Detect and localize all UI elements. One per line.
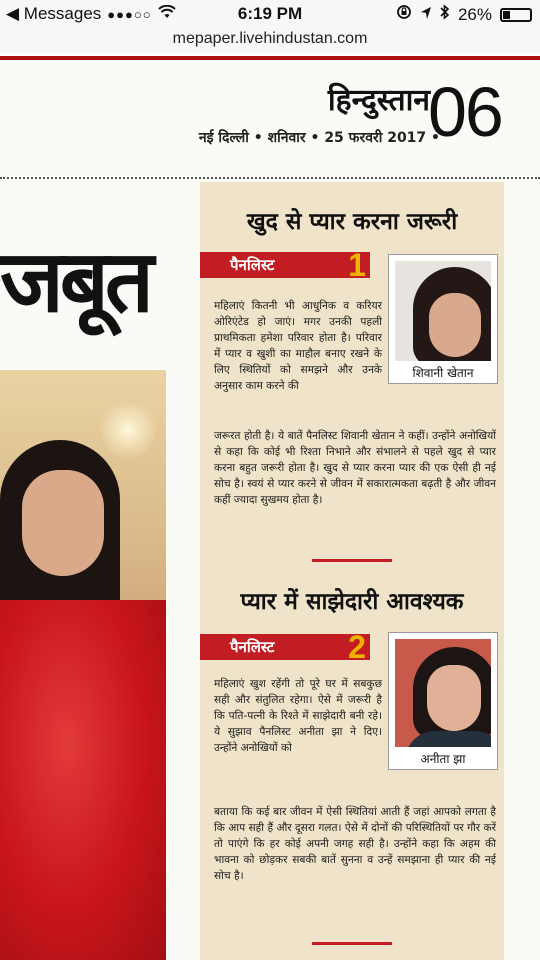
location-arrow-icon — [420, 5, 432, 25]
panelist-2-number: 2 — [348, 629, 366, 665]
panelist-1-number: 1 — [348, 247, 366, 283]
signal-strength-icon: ●●●○○ — [107, 6, 152, 22]
left-headline-fragment: जबूत — [0, 232, 150, 332]
rotation-lock-icon — [396, 4, 412, 25]
panelist-1-text-narrow: महिलाएं कितनी भी आधुनिक व करियर ओरिएंटेड हो जाएं। मगर उनकी पहली प्राथमिकता हमेशा परिवार होता है। परिवार में प्यार व खुशी का माहौल बनाए रखने के लिए स्थितियों को समझने और उनके अनुसार काम करने की — [214, 300, 382, 392]
panelist-2-text-narrow: महिलाएं खुश रहेंगी तो पूरे घर में सबकुछ सही और संतुलित रहेगा। ऐसे में जरूरी है कि पति-पत्नी के रिश्ते में साझेदारी बनी रहे। ये सुझाव पैनलिस्ट अनीता झा ने दिए। उन्होंने अनोखियों को — [214, 678, 382, 754]
page-number: 06 — [428, 73, 502, 151]
article-column — [200, 182, 504, 960]
section-separator-bottom — [312, 942, 392, 945]
column-gutter — [166, 370, 200, 960]
battery-icon — [500, 8, 532, 22]
status-bar — [0, 0, 540, 30]
panelist-2-text-wide: बताया कि कई बार जीवन में ऐसी स्थितियां आती हैं जहां आपको लगता है कि आप सही हैं और दूसरा गलत। ऐसे में दोनों की परिस्थितियों पर गौर करें तो पाएंगे कि हर कोई अपनी जगह सही है। उन्होंने कहा कि अहम की भावना को छोड़कर सबकी बातें सुनना व उन्हें समझाना ही प्यार की नई सोच है। — [214, 806, 496, 882]
newspaper-masthead: हिन्दुस्तान — [327, 83, 430, 118]
woman-in-red-saree-photo — [0, 370, 166, 960]
panelist-2-caption: अनीता झा — [420, 752, 466, 766]
newspaper-top-rule — [0, 56, 540, 60]
section-separator — [312, 559, 392, 562]
battery-percent: 26% — [457, 4, 492, 24]
page-right-margin — [504, 182, 540, 960]
panelist-1-caption: शिवानी खेतान — [412, 366, 474, 380]
dateline: नई दिल्ली • शनिवार • 25 फरवरी 2017 • — [198, 130, 440, 146]
panelist-2-photo — [388, 632, 498, 770]
back-to-messages-button[interactable]: ◀ Messages — [6, 4, 102, 23]
article-title: खुद से प्यार करना जरूरी — [246, 209, 458, 235]
panelist-1-text-wide: जरूरत होती है। ये बातें पैनलिस्ट शिवानी खेतान ने कहीं। उन्होंने अनोखियों से कहा कि कोई भी रिश्ता निभाने और संभालने से पहले खुद से प्यार करना बहुत जरूरी होता है। खुद से प्यार करना प्यार की एक ऐसी ही नई सोच है। स्वयं से प्यार करने से जीवन में सकारात्मकता बढ़ती है और जीवन कहीं ज्यादा सुखमय होता है। — [214, 430, 496, 506]
dotted-divider — [0, 177, 540, 179]
status-time: 6:19 PM — [237, 4, 303, 23]
panelist-1-photo — [388, 254, 498, 384]
panelist-2-banner: पैनलिस्ट — [200, 634, 370, 660]
panelist-1-banner: पैनलिस्ट — [200, 252, 370, 278]
bluetooth-icon — [440, 4, 450, 25]
url-bar[interactable]: mepaper.livehindustan.com — [0, 30, 540, 54]
subtitle-2: प्यार में साझेदारी आवश्यक — [240, 589, 464, 615]
